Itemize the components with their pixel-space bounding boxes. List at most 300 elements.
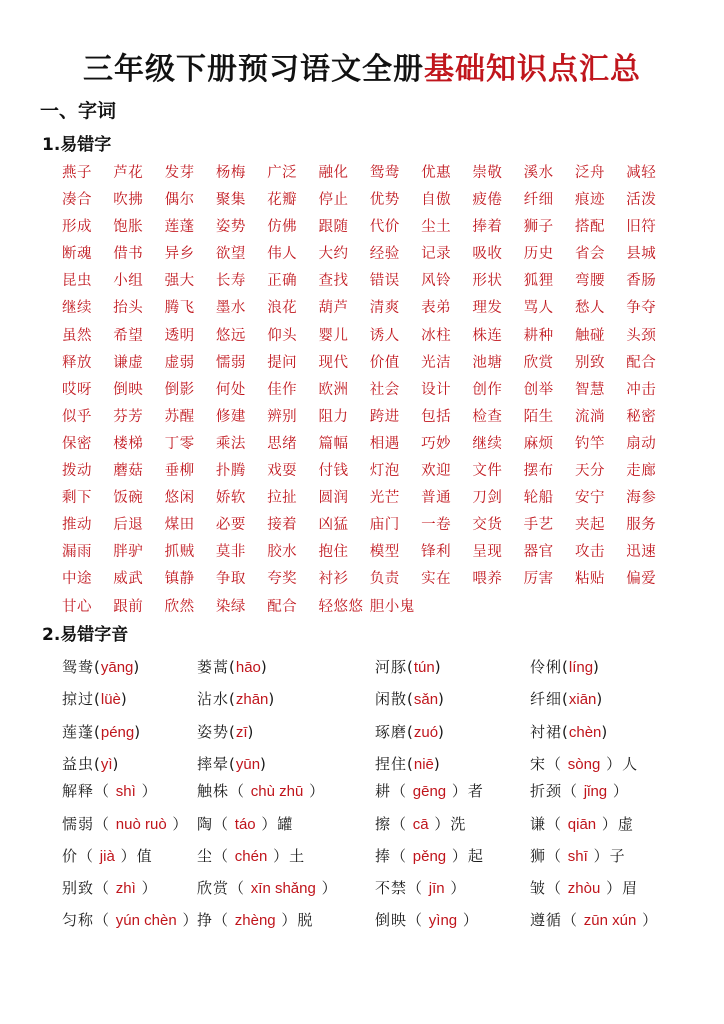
word-item: 扇动 [626,435,657,452]
word-text-suffix: ） [607,782,629,800]
word-item: 触碰 [574,327,605,344]
word-item: 历史 [523,246,554,263]
word-text-suffix: ）土 [267,847,306,865]
word-item: 摆布 [523,463,554,480]
word-text: 河豚( [375,658,414,676]
word-text-suffix: ） [135,782,158,800]
word-item: 优势 [369,192,400,209]
word-item: 器官 [523,544,554,561]
word-item: 欣然 [164,598,195,615]
word-item: 巧妙 [421,435,452,452]
pronunciation-item [197,809,293,840]
word-text-suffix: ） [176,911,199,929]
word-text-suffix: ）值 [114,847,153,865]
word-item: 疲倦 [472,192,503,209]
word-item: 搭配 [574,219,605,236]
word-item: 手艺 [523,517,554,534]
word-item: 吹拂 [113,192,144,209]
title-red-part: 基础知识点汇总 [424,52,641,87]
word-text-suffix: ） [315,879,338,897]
pronunciation-item [62,684,128,715]
pinyin-text: shī [567,848,588,865]
word-text: 琢磨( [375,723,414,741]
subheading-error-prone-characters: 1.易错字 [42,135,112,155]
word-item: 衬衫 [318,571,349,588]
word-item: 饱胀 [113,219,144,236]
pinyin-text: chén [234,848,268,865]
word-text: 欣赏（ [197,879,251,897]
word-item: 头颈 [626,327,657,344]
word-item: 燕子 [62,165,92,181]
word-item: 保密 [62,435,92,452]
word-item: 形状 [472,273,503,290]
word-item: 株连 [472,327,503,344]
pinyin-text: zhèng [234,912,276,929]
word-text: 闲散( [375,690,414,708]
word-text: 捧（ [375,847,413,865]
word-item: 一卷 [421,517,452,534]
word-text: 掠过( [62,690,101,708]
word-item: 纤细 [523,192,554,209]
word-item: 锋利 [421,544,452,561]
word-text-suffix: ) [268,690,276,708]
word-text: 价（ [62,847,100,865]
word-item: 接着 [267,517,298,534]
pronunciation-item [530,717,608,748]
word-item: 莫非 [215,544,246,561]
word-item: 价值 [369,354,400,371]
pinyin-text: gēng [412,783,447,800]
word-item: 娇软 [215,490,246,507]
word-item: 尘土 [421,219,452,236]
word-text: 不禁（ [375,879,429,897]
word-item: 腾飞 [164,300,195,317]
word-text: 狮（ [530,847,568,865]
word-item: 迅速 [626,544,657,561]
word-item: 欧洲 [318,381,349,398]
word-item: 海参 [626,490,657,507]
word-item: 倒影 [164,381,195,398]
word-item: 虽然 [62,327,92,344]
word-item: 拉扯 [267,490,298,507]
word-item: 呈现 [472,544,503,561]
word-item: 表弟 [421,300,452,317]
pinyin-text: zhān [235,691,269,708]
word-text-suffix: ）罐 [255,815,294,833]
word-item: 轻悠悠 [318,598,364,615]
pinyin-text: sòng [567,756,601,773]
pinyin-text: líng [568,659,594,676]
pronunciation-item [530,652,600,683]
pinyin-text: niē [413,756,434,773]
pronunciation-item [530,905,658,936]
word-text-suffix: ) [593,658,600,676]
word-item: 融化 [318,165,349,181]
word-text: 蒌蒿( [197,658,236,676]
word-item: 相遇 [369,435,400,452]
word-item: 模型 [369,544,400,561]
word-item: 欲望 [215,246,246,263]
word-item: 配合 [267,598,298,615]
word-text-suffix: ）眉 [600,879,639,897]
pinyin-text: sǎn [413,691,439,708]
word-item: 省会 [574,246,605,263]
word-item: 胆小鬼 [369,598,415,615]
pinyin-text: yìng [428,912,458,929]
word-item: 记录 [421,246,452,263]
word-item: 狐狸 [523,273,554,290]
word-item: 圆润 [318,490,349,507]
word-item: 冲击 [626,381,657,398]
pinyin-text: jià [99,848,115,865]
pronunciation-item [62,841,153,872]
word-item: 活泼 [626,192,657,209]
word-item: 智慧 [574,381,605,398]
pronunciation-row [0,873,724,903]
word-item: 文件 [472,463,503,480]
word-item: 辨别 [267,408,298,425]
word-text: 衬裙( [530,723,569,741]
word-item: 葫芦 [318,300,349,317]
pinyin-text: zhì [115,880,136,897]
word-text: 谦（ [530,815,568,833]
word-item: 仿佛 [267,219,298,236]
word-item: 哎呀 [62,381,92,398]
pinyin-text: yì [100,756,113,773]
word-text-suffix: ) [438,690,445,708]
word-text-suffix: ） [457,911,479,929]
word-item: 剩下 [62,490,92,507]
word-item: 弯腰 [574,273,605,290]
pronunciation-item [197,873,338,904]
pronunciation-item [375,776,484,807]
word-text-suffix: ) [133,658,141,676]
word-item: 漏雨 [62,544,92,561]
word-text: 擦（ [375,815,413,833]
word-text: 莲蓬( [62,723,101,741]
word-item: 小组 [113,273,144,290]
word-text-suffix: ) [120,690,128,708]
word-item: 检查 [472,408,503,425]
word-item: 欣赏 [523,354,554,371]
word-item: 安宁 [574,490,605,507]
pinyin-text: pěng [412,848,447,865]
word-text-suffix: ）洗 [428,815,467,833]
word-item: 发芽 [164,165,195,181]
word-item: 必要 [215,517,246,534]
word-item: 芬芳 [113,408,144,425]
word-item: 强大 [164,273,195,290]
word-item: 释放 [62,354,92,371]
word-item: 创举 [523,381,554,398]
word-item: 扑腾 [215,463,246,480]
word-item: 鸳鸯 [369,165,400,181]
pronunciation-item [197,905,313,936]
word-text-suffix: ） [135,879,158,897]
word-text: 宋（ [530,755,568,773]
pinyin-text: yún chèn [115,912,177,929]
word-text-suffix: ）起 [446,847,484,865]
word-text-suffix: ) [438,723,445,741]
word-item: 威武 [113,571,144,588]
word-item: 陌生 [523,408,554,425]
word-item: 诱人 [369,327,400,344]
word-text: 纤细( [530,690,569,708]
pronunciation-row [0,717,724,747]
word-item: 丁零 [164,435,195,452]
word-item: 悠闲 [164,490,195,507]
word-item: 理发 [472,300,503,317]
pinyin-text: tún [413,659,435,676]
word-item: 偶尔 [164,192,195,209]
word-item: 包括 [421,408,452,425]
pinyin-text: chèn [568,724,602,741]
word-item: 池塘 [472,354,503,371]
word-text: 懦弱（ [62,815,116,833]
word-item: 崇敬 [472,165,503,181]
word-item: 刀剑 [472,490,503,507]
word-item: 虚弱 [164,354,195,371]
pronunciation-item [530,684,603,715]
word-item: 经验 [369,246,400,263]
word-text: 伶俐( [530,658,569,676]
word-item: 长寿 [215,273,246,290]
word-item: 抬头 [113,300,144,317]
word-item: 思绪 [267,435,298,452]
word-item: 流淌 [574,408,605,425]
word-item: 仰头 [267,327,298,344]
pinyin-text: táo [234,816,256,833]
pronunciation-item [530,809,634,840]
word-item: 争取 [215,571,246,588]
word-text: 益虫( [62,755,101,773]
word-item: 愁人 [574,300,605,317]
word-item: 提问 [267,354,298,371]
word-item: 麻烦 [523,435,554,452]
pronunciation-item [62,652,140,683]
word-item: 阻力 [318,408,349,425]
word-text-suffix: ）者 [446,782,484,800]
word-item: 查找 [318,273,349,290]
subheading-error-prone-pronunciations: 2.易错字音 [42,625,129,645]
pronunciation-row [0,809,724,839]
pinyin-text: zuó [413,724,439,741]
word-item: 中途 [62,571,92,588]
word-text: 解释（ [62,782,116,800]
word-item: 伟人 [267,246,298,263]
word-item: 庙门 [369,517,400,534]
word-item: 攻击 [574,544,605,561]
word-item: 异乡 [164,246,195,263]
word-item: 现代 [318,354,349,371]
pronunciation-item [62,873,158,904]
word-item: 夸奖 [267,571,298,588]
word-item: 设计 [421,381,452,398]
pronunciation-item [530,776,629,807]
word-item: 甘心 [62,598,92,615]
word-text-suffix: ）虚 [596,815,634,833]
word-item: 凑合 [62,192,92,209]
pronunciation-item [375,905,479,936]
word-text-suffix: ）脱 [275,911,314,929]
pinyin-text: shì [115,783,136,800]
word-text-suffix: ) [596,690,604,708]
word-item: 希望 [113,327,144,344]
pinyin-text: zhòu [567,880,601,897]
word-item: 吸收 [472,246,503,263]
error-prone-words-grid [62,160,682,621]
word-item: 光洁 [421,354,452,371]
word-item: 染绿 [215,598,246,615]
word-item: 蘑菇 [113,463,144,480]
pronunciation-item [375,873,466,904]
word-item: 楼梯 [113,435,144,452]
word-text: 皱（ [530,879,568,897]
pronunciation-row [0,841,724,871]
word-text-suffix: ) [434,658,442,676]
word-item: 何处 [215,381,246,398]
word-item: 借书 [113,246,144,263]
word-item: 透明 [164,327,195,344]
pronunciation-item [197,717,254,748]
pinyin-text: qiān [567,816,597,833]
pronunciation-row [0,905,724,935]
word-item: 走廊 [626,463,657,480]
pronunciation-item [62,809,188,840]
pronunciation-item [375,841,484,872]
word-text: 别致（ [62,879,116,897]
pronunciation-item [375,717,445,748]
word-item: 社会 [369,381,400,398]
word-text: 折颈（ [530,782,584,800]
word-text-suffix: ) [260,658,268,676]
word-text: 沾水( [197,690,236,708]
word-text: 摔晕( [197,755,236,773]
word-text-suffix: ) [433,755,441,773]
pinyin-text: xiān [568,691,597,708]
word-item: 倒映 [113,381,144,398]
word-item: 偏爱 [626,571,657,588]
word-item: 痕迹 [574,192,605,209]
word-text: 姿势( [197,723,236,741]
pronunciation-row [0,684,724,714]
pronunciation-item [530,873,638,904]
word-item: 乘法 [215,435,246,452]
word-item: 浪花 [267,300,298,317]
pinyin-text: xīn shǎng [250,880,316,897]
word-item: 创作 [472,381,503,398]
word-item: 交货 [472,517,503,534]
word-item: 凶猛 [318,517,349,534]
word-item: 清爽 [369,300,400,317]
word-item: 垂柳 [164,463,195,480]
word-text-suffix: ）子 [587,847,626,865]
word-item: 欢迎 [421,463,452,480]
pinyin-text: yāng [100,659,134,676]
word-item: 光芒 [369,490,400,507]
word-item: 别致 [574,354,605,371]
word-item: 泛舟 [574,165,605,181]
word-item: 煤田 [164,517,195,534]
pinyin-text: nuò ruò [115,816,167,833]
word-item: 灯泡 [369,463,400,480]
word-item: 正确 [267,273,298,290]
word-item: 胶水 [267,544,298,561]
word-item: 苏醒 [164,408,195,425]
pronunciation-item [62,717,141,748]
pinyin-text: zūn xún [583,912,637,929]
word-text-suffix: ）人 [600,755,639,773]
word-item: 莲蓬 [164,219,195,236]
pronunciation-item [62,905,198,936]
word-item: 减轻 [626,165,657,181]
word-item: 花瓣 [267,192,298,209]
word-text: 陶（ [197,815,235,833]
word-item: 狮子 [523,219,554,236]
word-item: 跟前 [113,598,144,615]
word-item: 修建 [215,408,246,425]
word-text-suffix: ) [601,723,609,741]
word-item: 负责 [369,571,400,588]
page-title [0,48,724,92]
word-item: 芦花 [113,165,144,181]
word-item: 戏耍 [267,463,298,480]
word-item: 香肠 [626,273,657,290]
word-item: 杨梅 [215,165,246,181]
pronunciation-row [0,749,724,779]
pinyin-text: cā [412,816,429,833]
pronunciation-item [375,684,445,715]
word-item: 实在 [421,571,452,588]
word-text-suffix: ) [112,755,120,773]
word-item: 饭碗 [113,490,144,507]
pronunciation-item [62,776,158,807]
word-item: 似乎 [62,408,92,425]
word-item: 篇幅 [318,435,349,452]
word-text: 挣（ [197,911,235,929]
word-item: 抱住 [318,544,349,561]
pronunciation-row [0,776,724,806]
word-item: 代价 [369,219,400,236]
word-item: 喂养 [472,571,503,588]
word-item: 悠远 [215,327,246,344]
word-item: 后退 [113,517,144,534]
word-item: 断魂 [62,246,92,263]
word-item: 付钱 [318,463,349,480]
word-text: 鸳鸯( [62,658,101,676]
word-item: 自傲 [421,192,452,209]
title-black-part: 三年级下册预习语文全册 [83,52,424,87]
word-item: 秘密 [626,408,657,425]
word-item: 懦弱 [215,354,246,371]
word-item: 婴儿 [318,327,349,344]
word-item: 配合 [626,354,657,371]
pronunciation-item [197,841,305,872]
word-item: 墨水 [215,300,246,317]
word-item: 争夺 [626,300,657,317]
pronunciation-item [375,809,466,840]
word-item: 溪水 [523,165,554,181]
word-item: 继续 [472,435,503,452]
word-item: 冰柱 [421,327,452,344]
pinyin-text: lüè [100,691,121,708]
pronunciation-item [530,841,626,872]
pinyin-text: chù zhū [250,783,304,800]
word-item: 优惠 [421,165,452,181]
word-text: 耕（ [375,782,413,800]
word-item: 跨进 [369,408,400,425]
word-text: 捏住( [375,755,414,773]
